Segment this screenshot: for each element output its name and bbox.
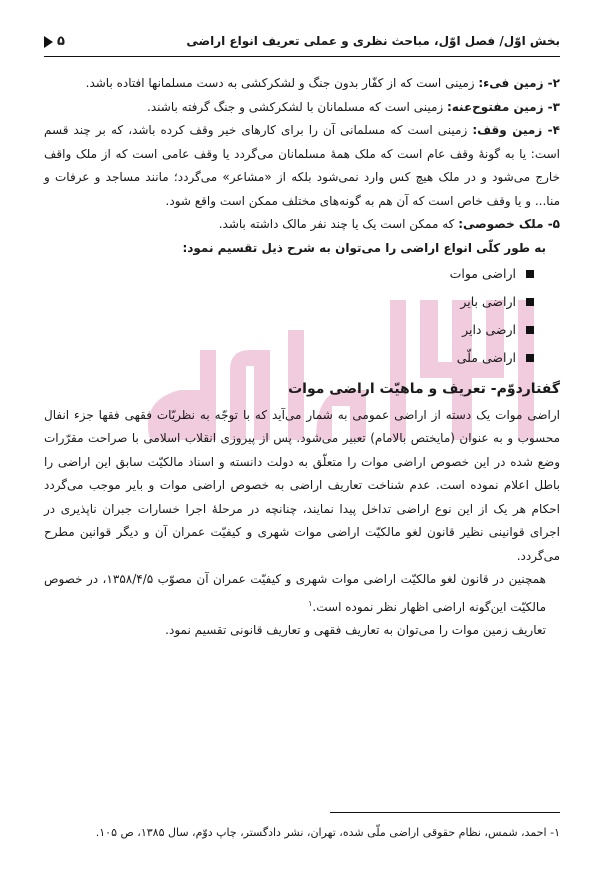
- body-paragraph: [44, 568, 560, 619]
- paragraph-text: همچنین در قانون لغو مالکیّت اراضی موات شهری و کیفیّت عمران آن مصوّب ۱۳۵۸/۴/۵، در خصوص مالکیّت این‌گونه اراضی اظهار نظر نموده است.: [44, 572, 547, 614]
- page-body: [44, 72, 560, 643]
- land-type-label: ارضی دایر: [462, 322, 516, 338]
- definition-item: [44, 119, 560, 213]
- definition-item: [44, 213, 560, 237]
- triangle-icon: [44, 36, 53, 48]
- body-paragraph: اراضی موات یک دسته از اراضی عمومی به شمار می‌آید که با توجّه به نظریّات فقهی فقها جزء انفال محسوب و به عنوان (مایختص بالامام) تعبیر می‌شود. پس از پیروزی انقلاب اسلامی با صراحت مقرّرات وضع شده در این خصوص اراضی موات را متعلّق به دولت دانسته و اسناد مالکیّت سابق این اراضی را باطل اعلام نموده است. عدم شناخت تعاریف اراضی به خصوص اراضی موات و بایر موجب می‌گردد احکام هر یک از این نوع اراضی تداخل پیدا نمایند، چنانچه در مرحلهٔ اجرا خسارات جبران ناپذیری در اجرای قوانینی نظیر قانون لغو مالکیّت اراضی موات شهری و کیفیّت عمران آن و دیگر قوانین مطرح می‌گردد.: [44, 407, 560, 563]
- land-types-list: [44, 260, 560, 372]
- header-title: بخش اوّل/ فصل اوّل، مباحث نظری و عملی تعریف انواع اراضی: [186, 34, 560, 48]
- section-heading: گفتاردوّم- تعریف و ماهیّت اراضی موات: [288, 381, 560, 397]
- land-type-label: اراضی موات: [449, 266, 516, 282]
- definition-term: ۴- زمین وقف:: [472, 123, 560, 137]
- bullet-square-icon: [526, 326, 534, 334]
- list-item: [44, 260, 534, 288]
- classification-intro: به طور کلّی انواع اراضی را می‌توان به شرح ذیل تقسیم نمود:: [182, 240, 546, 255]
- definition-term: ۳- زمین مفتوح‌عنه:: [446, 99, 560, 114]
- definition-item: [44, 96, 560, 120]
- body-paragraph: تعاریف زمین موات را می‌توان به تعاریف فقهی و تعاریف قانونی تقسیم نمود.: [165, 623, 546, 637]
- footnote-rule: [330, 812, 560, 813]
- list-item: [44, 288, 534, 316]
- definition-text: که ممکن است یک یا چند نفر مالک داشته باشد.: [218, 217, 459, 231]
- bullet-square-icon: [526, 298, 534, 306]
- land-type-label: اراضی ملّی: [456, 350, 516, 366]
- page-number-text: ۵: [57, 34, 65, 49]
- land-type-label: اراضی بایر: [460, 294, 516, 310]
- definition-term: ۲- زمین فیء:: [478, 76, 560, 90]
- bullet-square-icon: [526, 354, 534, 362]
- definition-item: [44, 72, 560, 96]
- list-item: [44, 344, 534, 372]
- definition-text: زمینی است که مسلمانان با لشکرکشی و جنگ گرفته باشند.: [147, 99, 447, 114]
- bullet-square-icon: [526, 270, 534, 278]
- page-number: [44, 34, 65, 49]
- definition-text: زمینی است که مسلمانی آن را برای کارهای خیر وقف کرده باشد، که بر چند قسم است: یا به گونهٔ وقف عام است که ملک همهٔ مسلمانان می‌گردد یا وقف عامی است که از ملک واقف خارج می‌شود و در ملک هیچ کس وارد نمی‌شود بلکه از «مشاعر» می‌گردد؛ مانند مساجد و عرفات و منا... و یا وقف خاص است که آن هم به گونه‌های مختلف ممکن است واقع شود.: [44, 123, 560, 208]
- header-rule: [44, 56, 560, 57]
- footnote-marker: ۱: [308, 598, 313, 608]
- definition-text: زمینی است که از کفّار بدون جنگ و لشکرکشی به دست مسلمانها افتاده باشد.: [85, 76, 479, 90]
- running-header: [44, 34, 560, 58]
- definition-term: ۵- ملک خصوصی:: [458, 217, 560, 231]
- list-item: [44, 316, 534, 344]
- footnote: ۱- احمد، شمس، نظام حقوقی اراضی ملّی شده، تهران، نشر دادگستر، چاپ دوّم، سال ۱۳۸۵، ص ۱۰۵.: [95, 826, 560, 839]
